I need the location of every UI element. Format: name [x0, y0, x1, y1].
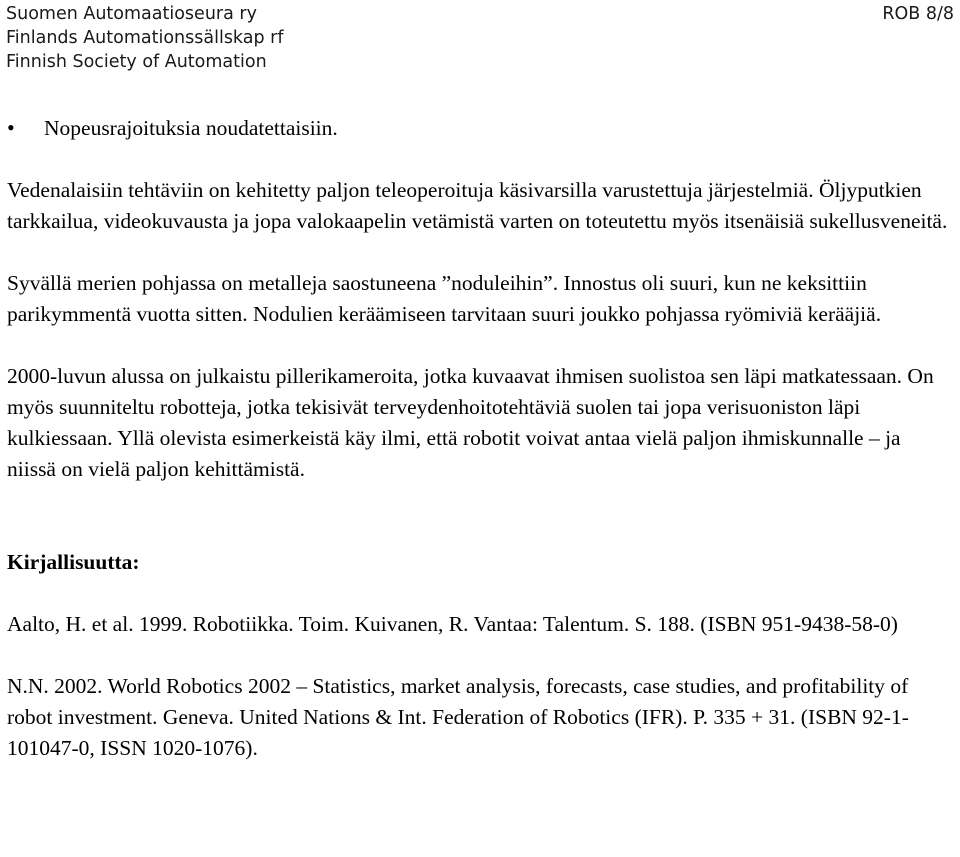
- page-number: ROB 8/8: [882, 4, 954, 24]
- reference-item: Aalto, H. et al. 1999. Robotiikka. Toim. Kuivanen, R. Vantaa: Talentum. S. 188. (ISBN 951-9438-58-0): [7, 612, 898, 636]
- bullet-icon: •: [7, 115, 15, 140]
- org-name-english: Finnish Society of Automation: [6, 52, 267, 72]
- bullet-text: Nopeusrajoituksia noudatettaisiin.: [44, 116, 338, 140]
- document-body: [7, 112, 952, 764]
- paragraph-nodules: Syvällä merien pohjassa on metalleja saostuneena ”noduleihin”. Innostus oli suuri, kun ne keksittiin parikymmentä vuotta sitten. Nodulien keräämiseen tarvitaan suuri joukko pohjassa ryömiviä kerääjiä.: [7, 271, 882, 326]
- bullet-item: [7, 112, 952, 144]
- paragraph-underwater: Vedenalaisiin tehtäviin on kehitetty paljon teleoperoituja käsivarsilla varustettuja järjestelmiä. Öljyputkien tarkkailua, videokuvausta ja jopa valokaapelin vetämistä varten on toteutettu myös itsenäisiä sukellusveneitä.: [7, 178, 948, 233]
- org-name-finnish: Suomen Automaatioseura ry: [6, 4, 257, 24]
- paragraph-medical: 2000-luvun alussa on julkaistu pillerikameroita, jotka kuvaavat ihmisen suolistoa sen läpi matkatessaan. On myös suunniteltu robotteja, jotka tekisivät terveydenhoitotehtäviä suolen tai jopa verisuoniston läpi kulkiessaan. Yllä olevista esimerkeistä käy ilmi, että robotit voivat antaa vielä paljon ihmiskunnalle – ja niissä on vielä paljon kehittämistä.: [7, 364, 934, 481]
- reference-item: N.N. 2002. World Robotics 2002 – Statistics, market analysis, forecasts, case studies, and profitability of robot investment. Geneva. United Nations & Int. Federation of Robotics (IFR). P. 335 + 31. (ISBN 92-1-101047-0, ISSN 1020-1076).: [7, 674, 909, 760]
- organization-header: [6, 2, 284, 74]
- references-heading: Kirjallisuutta:: [7, 550, 140, 574]
- org-name-swedish: Finlands Automationssällskap rf: [6, 28, 284, 48]
